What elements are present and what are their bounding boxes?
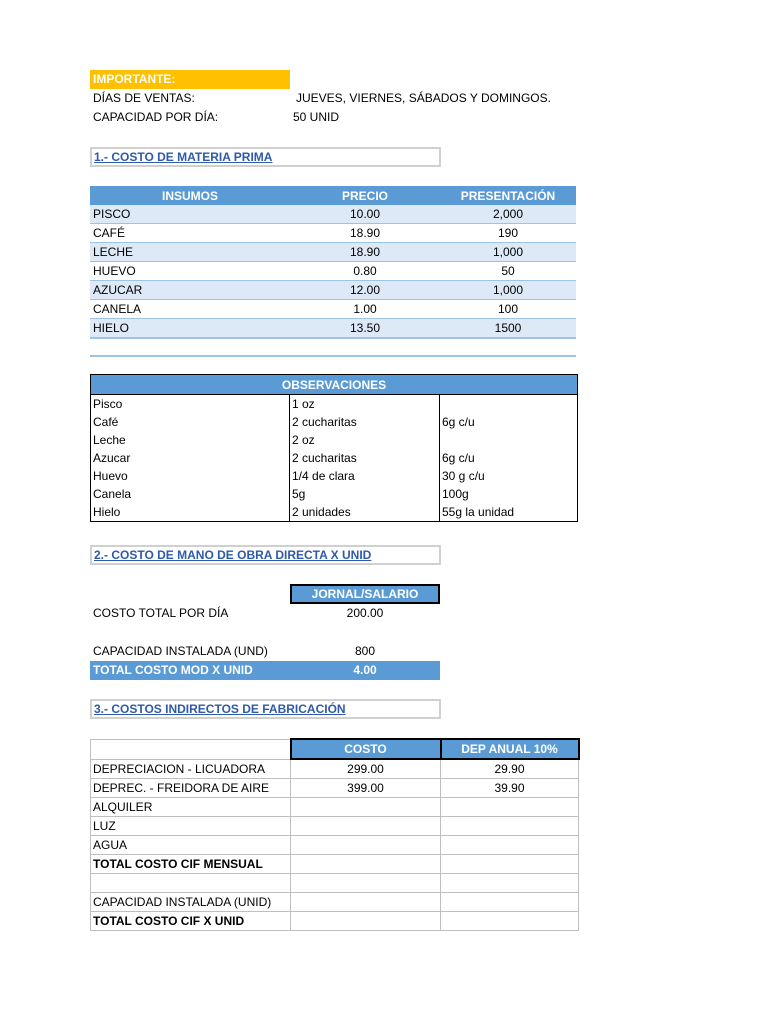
table-row: [90, 262, 576, 281]
cif-label: AGUA: [91, 836, 291, 855]
cif-dep: [441, 855, 579, 874]
section1-title: 1.- COSTO DE MATERIA PRIMA: [94, 150, 273, 164]
cif-label: TOTAL COSTO CIF X UNID: [91, 912, 291, 931]
obs-amount: 2 cucharitas: [290, 413, 440, 431]
cif-dep: [441, 836, 579, 855]
empty-cell: [90, 338, 576, 356]
insumo-cell: LECHE: [90, 243, 290, 262]
obs-item: Azucar: [91, 449, 290, 467]
precio-cell: 12.00: [290, 281, 440, 300]
table-row: [91, 817, 579, 836]
section2-title: 2.- COSTO DE MANO DE OBRA DIRECTA X UNID: [94, 548, 372, 562]
cif-dep: [441, 912, 579, 931]
table-row: [91, 798, 579, 817]
important-title: IMPORTANTE:: [93, 72, 176, 86]
cif-dep: [441, 798, 579, 817]
obs-note: [440, 431, 578, 449]
important-banner: [90, 70, 290, 89]
total-day-value: 200.00: [346, 606, 384, 620]
precio-cell: 0.80: [290, 262, 440, 281]
presentacion-cell: 1,000: [440, 281, 576, 300]
materials-table: [90, 186, 576, 357]
table-row: [91, 759, 579, 779]
obs-note: 100g: [440, 485, 578, 503]
cif-label: ALQUILER: [91, 798, 291, 817]
table-row: [91, 413, 578, 431]
table-row: [91, 836, 579, 855]
cif-dep: [441, 893, 579, 912]
obs-amount: 1/4 de clara: [290, 467, 440, 485]
cif-dep: 29.90: [441, 759, 579, 779]
cif-table: [90, 738, 580, 931]
cif-dep: [441, 817, 579, 836]
cif-costo: [291, 836, 441, 855]
table-row: [91, 395, 578, 414]
total-mod-row: [90, 661, 440, 680]
table-row: [91, 779, 579, 798]
cif-costo: 299.00: [291, 759, 441, 779]
obs-note: 6g c/u: [440, 413, 578, 431]
table-row: [91, 893, 579, 912]
cif-dep: 39.90: [441, 779, 579, 798]
precio-cell: 18.90: [290, 243, 440, 262]
table-row-empty: [90, 338, 576, 356]
header-insumos: INSUMOS: [90, 186, 290, 205]
obs-note: 6g c/u: [440, 449, 578, 467]
cif-costo: [291, 893, 441, 912]
header-dep-anual: DEP ANUAL 10%: [441, 739, 579, 759]
table-row: [90, 243, 576, 262]
cif-costo: [291, 874, 441, 893]
header-presentacion: PRESENTACIÓN: [440, 186, 576, 205]
obs-amount: 2 cucharitas: [290, 449, 440, 467]
section1-title-box: [90, 147, 441, 167]
cif-header-blank: [91, 739, 291, 759]
obs-amount: 1 oz: [290, 395, 440, 414]
insumo-cell: HUEVO: [90, 262, 290, 281]
capacity-installed-label: CAPACIDAD INSTALADA (UND): [93, 644, 268, 658]
presentacion-cell: 50: [440, 262, 576, 281]
days-value: JUEVES, VIERNES, SÁBADOS Y DOMINGOS.: [296, 91, 551, 105]
insumo-cell: PISCO: [90, 205, 290, 224]
materials-header-row: [90, 186, 576, 205]
table-row: [91, 874, 579, 893]
section3-title-box: [90, 699, 441, 719]
cif-header-row: [91, 739, 579, 759]
presentacion-cell: 1500: [440, 319, 576, 339]
header-costo: COSTO: [291, 739, 441, 759]
obs-item: Leche: [91, 431, 290, 449]
obs-note: [440, 395, 578, 414]
insumo-cell: HIELO: [90, 319, 290, 339]
cif-costo: [291, 798, 441, 817]
obs-item: Hielo: [91, 503, 290, 522]
cif-costo: [291, 855, 441, 874]
total-day-label: COSTO TOTAL POR DÍA: [93, 606, 229, 620]
presentacion-cell: 100: [440, 300, 576, 319]
capacity-value: 50 UNID: [293, 110, 340, 124]
cif-label: TOTAL COSTO CIF MENSUAL: [91, 855, 291, 874]
observations-title: OBSERVACIONES: [91, 375, 578, 395]
cif-label: DEPREC. - FREIDORA DE AIRE: [91, 779, 291, 798]
presentacion-cell: 2,000: [440, 205, 576, 224]
table-row: [91, 855, 579, 874]
header-precio: PRECIO: [290, 186, 440, 205]
precio-cell: 13.50: [290, 319, 440, 339]
obs-amount: 5g: [290, 485, 440, 503]
cif-label: CAPACIDAD INSTALADA (UNID): [91, 893, 291, 912]
obs-item: Huevo: [91, 467, 290, 485]
capacity-label: CAPACIDAD POR DÍA:: [93, 110, 219, 124]
cif-label: DEPRECIACION - LICUADORA: [91, 759, 291, 779]
precio-cell: 18.90: [290, 224, 440, 243]
total-mod-label: TOTAL COSTO MOD X UNID: [93, 663, 253, 677]
table-row: [91, 503, 578, 522]
table-row: [91, 449, 578, 467]
table-row: [90, 319, 576, 339]
table-row: [91, 485, 578, 503]
obs-amount: 2 oz: [290, 431, 440, 449]
presentacion-cell: 190: [440, 224, 576, 243]
table-row: [90, 224, 576, 243]
obs-amount: 2 unidades: [290, 503, 440, 522]
obs-note: 55g la unidad: [440, 503, 578, 522]
total-mod-value: 4.00: [353, 663, 377, 677]
insumo-cell: AZUCAR: [90, 281, 290, 300]
table-row: [91, 912, 579, 931]
obs-note: 30 g c/u: [440, 467, 578, 485]
section2-title-box: [90, 545, 441, 565]
obs-item: Café: [91, 413, 290, 431]
jornal-header: JORNAL/SALARIO: [290, 584, 440, 604]
table-row: [90, 205, 576, 224]
cif-label: [91, 874, 291, 893]
obs-item: Pisco: [91, 395, 290, 414]
insumo-cell: CANELA: [90, 300, 290, 319]
section3-title: 3.- COSTOS INDIRECTOS DE FABRICACIÓN: [94, 702, 346, 716]
table-row: [90, 281, 576, 300]
capacity-installed-value: 800: [354, 644, 376, 658]
table-row: [91, 467, 578, 485]
table-row: [91, 431, 578, 449]
days-label: DÍAS DE VENTAS:: [93, 91, 195, 105]
precio-cell: 1.00: [290, 300, 440, 319]
cif-label: LUZ: [91, 817, 291, 836]
cif-costo: 399.00: [291, 779, 441, 798]
observations-table: [90, 374, 578, 522]
cif-costo: [291, 817, 441, 836]
obs-item: Canela: [91, 485, 290, 503]
presentacion-cell: 1,000: [440, 243, 576, 262]
cif-dep: [441, 874, 579, 893]
table-row: [90, 300, 576, 319]
precio-cell: 10.00: [290, 205, 440, 224]
insumo-cell: CAFÉ: [90, 224, 290, 243]
cif-costo: [291, 912, 441, 931]
